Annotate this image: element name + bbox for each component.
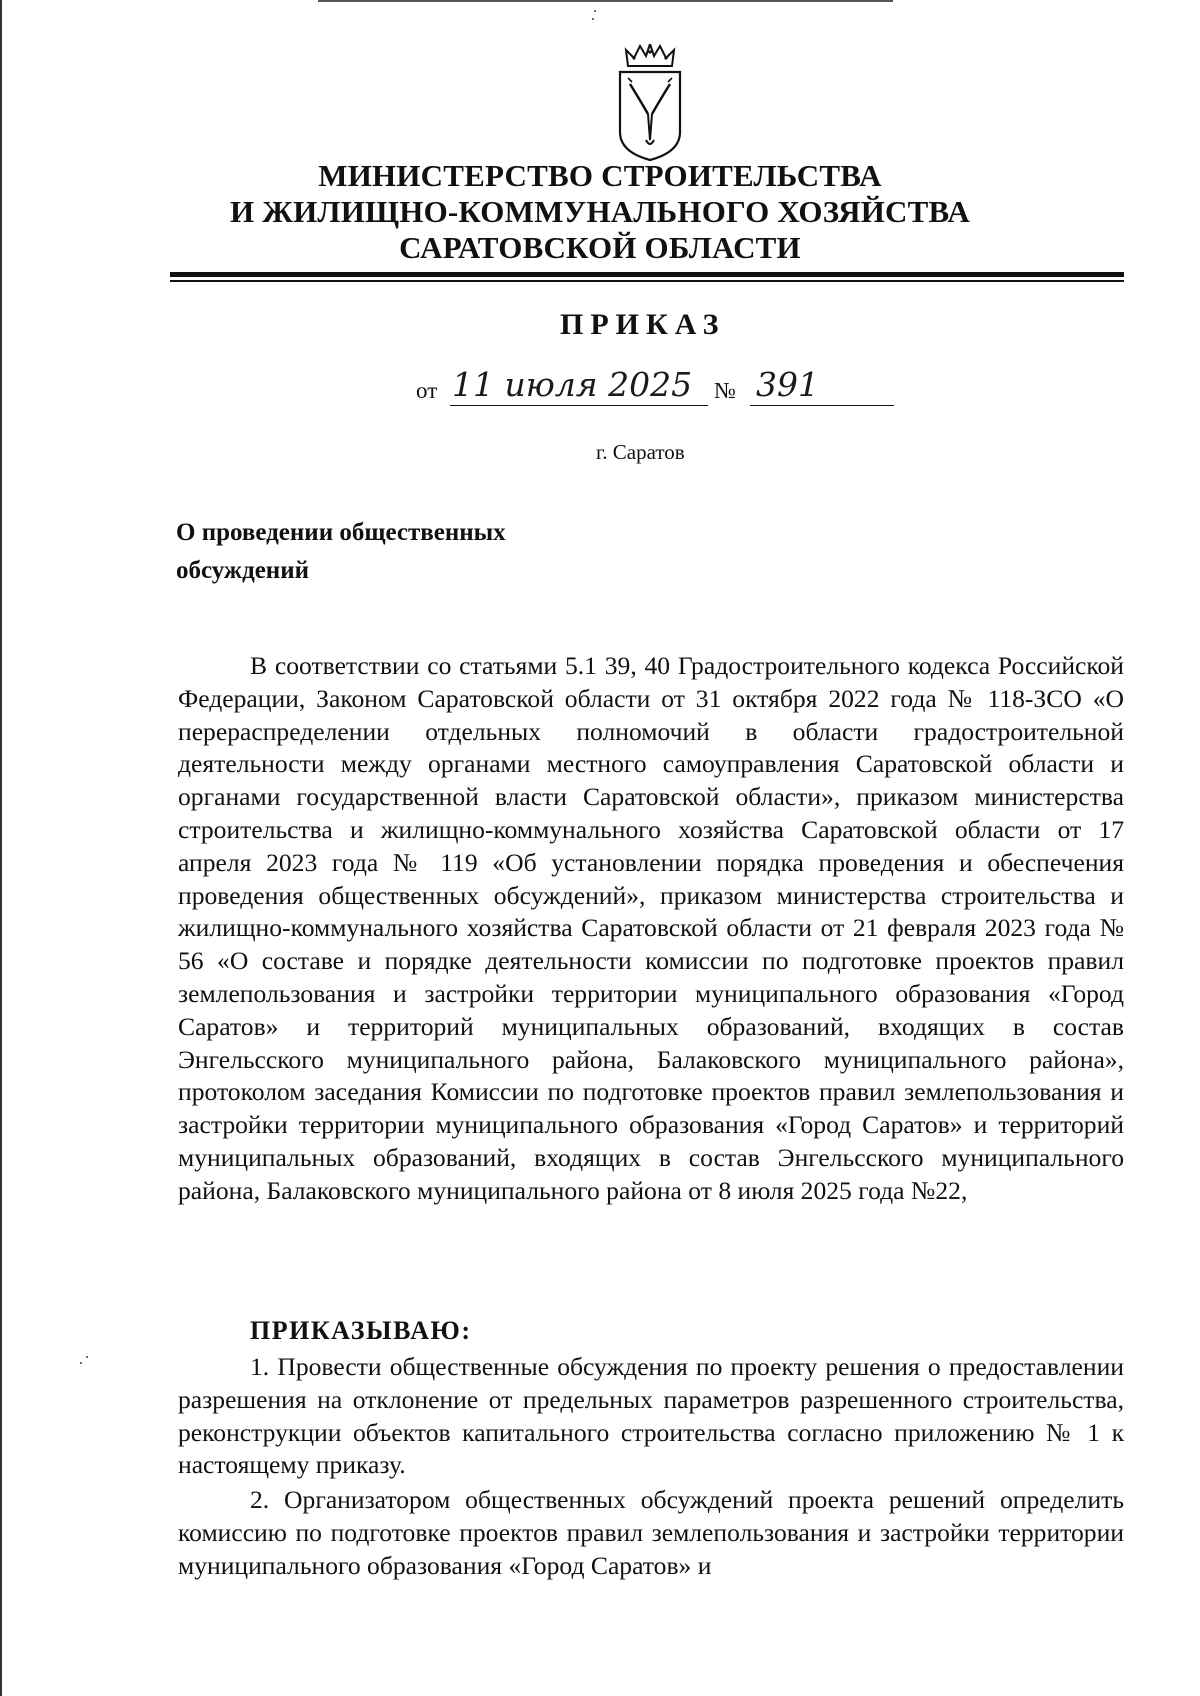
date-prefix: от [416, 378, 438, 403]
scan-speck [592, 18, 594, 20]
ministry-line: САРАТОВСКОЙ ОБЛАСТИ [399, 230, 801, 265]
ministry-line: МИНИСТЕРСТВО СТРОИТЕЛЬСТВА [318, 158, 882, 193]
order-subject [176, 514, 506, 590]
scan-edge-left [0, 0, 2, 1696]
number-underline [750, 405, 894, 406]
place-of-issue: г. Саратов [596, 440, 685, 464]
subject-line: обсуждений [176, 557, 310, 584]
ministry-line: И ЖИЛИЩНО-КОММУНАЛЬНОГО ХОЗЯЙСТВА [229, 194, 971, 229]
handwritten-number: 391 [756, 365, 819, 404]
header-divider-thick [170, 272, 1124, 277]
scan-speck [86, 1356, 88, 1358]
subject-line: О проведении общественных [176, 519, 506, 546]
preamble [178, 650, 1124, 1208]
header-divider-thin [170, 280, 1124, 282]
handwritten-date: 11 июля 2025 [452, 365, 693, 404]
preamble-paragraph: В соответствии со статьями 5.1 39, 40 Градостроительного кодекса Российской Федерации, Законом Саратовской области от 31 октября 2022 года № 118-ЗСО «О перераспределении отдельных полномочий в области градостроительной деятельности между органами местного самоуправления Саратовской области и органами государственной власти Саратовской области», приказом министерства строительства и жилищно-коммунального хозяйства Саратовской области от 17 апреля 2023 года № 119 «Об установлении порядка проведения и обеспечения проведения общественных обсуждений», приказом министерства строительства и жилищно-коммунального хозяйства Саратовской области от 21 февраля 2023 года № 56 «О составе и порядке деятельности комиссии по подготовке проектов правил землепользования и застройки территории муниципального образования «Город Саратов» и территорий муниципальных образований, входящих в состав Энгельсского муниципального района, Балаковского муниципального района», протоколом заседания Комиссии по подготовке проектов правил землепользования и застройки территории муниципального образования «Город Саратов» и территорий муниципальных образований, входящих в состав Энгельсского муниципального района, Балаковского муниципального района от 8 июля 2025 года №22, [178, 651, 1124, 1205]
ministry-name [180, 158, 1020, 266]
order-item: 1. Провести общественные обсуждения по проекту решения о предоставлении разрешения на отклонение от предельных параметров разрешенного строительства, реконструкции объектов капитального строительства согласно приложению № 1 к настоящему приказу. [178, 1352, 1124, 1480]
scan-speck [80, 1362, 82, 1364]
number-prefix: № [714, 378, 736, 403]
saratov-coat-of-arms-icon [610, 44, 690, 164]
scan-speck [594, 10, 596, 12]
order-date-line [416, 364, 896, 408]
decree-word: ПРИКАЗЫВАЮ: [250, 1316, 472, 1345]
date-underline [450, 405, 708, 406]
scan-edge-top [318, 0, 893, 2]
order-title: ПРИКАЗ [560, 308, 726, 341]
order-items [178, 1351, 1124, 1583]
order-item: 2. Организатором общественных обсуждений проекта решений определить комиссию по подготовке проектов правил землепользования и застройки территории муниципального образования «Город Саратов» и [178, 1485, 1124, 1580]
